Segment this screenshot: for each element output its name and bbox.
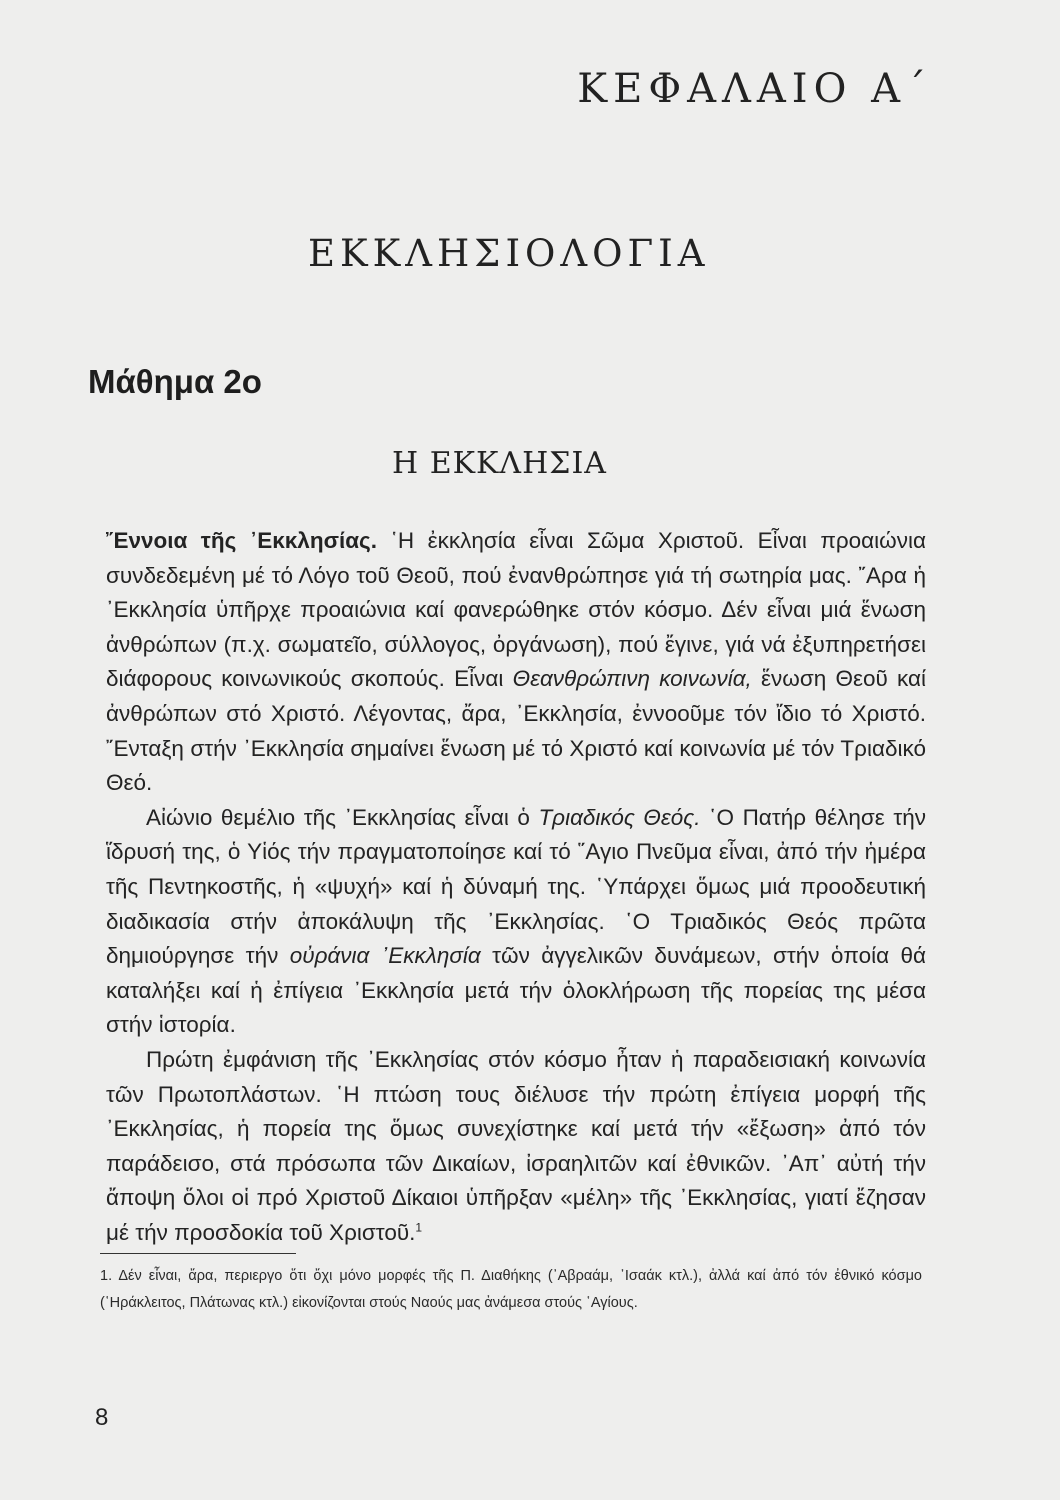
footnote-separator (100, 1253, 296, 1254)
footnote: 1. Δέν εἶναι, ἄρα, περιεργο ὅτι ὄχι μόνο μορφές τῆς Π. Διαθήκης (᾿Αβραάμ, ᾿Ισαάκ κτλ.), ἀλλά καί ἀπό τόν ἐθνικό κόσμο (῾Ηράκλειτος, Πλάτωνας κτλ.) εἰκονίζονται στούς Ναούς μας ἀνάμεσα στούς ῾Αγίους. (100, 1268, 922, 1311)
text-segment: τῶν ἀγγελικῶν δυνάμεων, στήν ὁποία θά καταλήξει καί ἡ ἐπίγεια ᾿Εκκλησία μετά τήν ὁλοκλήρωση τῆς πορείας της μέσα στήν ἱστορία. (106, 943, 926, 1038)
text-segment: ἕνωση Θεοῦ καί ἀνθρώπων στό Χριστό. Λέγοντας, ἄρα, ᾿Εκκλησία, ἐννοοῦμε τόν ἴδιο τό Χριστό. ῎Ενταξη στήν ᾿Εκκλησία σημαίνει ἕνωση μέ τό Χριστό καί κοινωνία μέ τόν Τριαδικό Θεό. (106, 666, 927, 796)
paragraph-3 (106, 1043, 926, 1251)
italic-term: Τριαδικός Θεός. (538, 804, 701, 830)
text-segment: ῾Ο Πατήρ θέλησε τήν ἵδρυσή της, ὁ Υἱός τήν πραγματοποίησε καί τό ῞Αγιο Πνεῦμα εἶναι, ἀπό τήν ἡμέρα τῆς Πεντηκοστῆς, ἡ «ψυχή» καί ἡ δύναμή της. ῾Υπάρχει ὅμως μιά προοδευτική διαδικασία στήν ἀποκάλυψη τῆς ᾿Εκκλησίας. ῾Ο Τριαδικός Θεός πρῶτα δημιούργησε τήν (106, 804, 926, 969)
paragraph-2 (106, 801, 926, 1043)
heading: Η ΕΚΚΛΗΣΙΑ (392, 446, 607, 481)
section-title: ΕΚΚΛΗΣΙΟΛΟΓΙΑ (308, 232, 710, 275)
page-number: 8 (95, 1404, 109, 1431)
text-segment: Πρώτη ἐμφάνιση τῆς ᾿Εκκλησίας στόν κόσμο ἦταν ἡ παραδεισιακή κοινωνία τῶν Πρωτοπλάστων. ῾Η πτώση τους διέλυσε τήν πρώτη ἐπίγεια μορφή τῆς ᾿Εκκλησίας, ἡ πορεία της ὅμως συνεχίστηκε καί μετά τήν «ἔξωση» ἀπό τόν παράδεισο, στά πρόσωπα τῶν Δικαίων, ἰσραηλιτῶν καί ἐθνικῶν. ᾿Απ᾿ αὐτή τήν ἄποψη ὅλοι οἱ πρό Χριστοῦ Δίκαιοι ὑπῆρξαν «μέλη» τῆς ᾿Εκκλησίας, γιατί ἔζησαν μέ τήν προσδοκία τοῦ Χριστοῦ. (106, 1046, 926, 1245)
paragraph-1 (106, 524, 926, 801)
text-segment: ῾Η ἐκκλησία εἶναι Σῶμα Χριστοῦ. Εἶναι προαιώνια συνδεδεμένη μέ τό Λόγο τοῦ Θεοῦ, πού ἐνανθρώπησε γιά τή σωτηρία μας. ῎Αρα ἡ ᾿Εκκλησία ὑπῆρχε προαιώνια καί φανερώθηκε στόν κόσμο. Δέν εἶναι μιά ἕνωση ἀνθρώπων (π.χ. σωματεῖο, σύλλογος, ὀργάνωση), πού ἔγινε, γιά νά ἐξυπηρετήσει διάφορους κοινωνικούς σκοπούς. Εἶναι (106, 528, 926, 692)
body-text (106, 524, 926, 1250)
lesson-title: Μάθημα 2ο (88, 363, 262, 400)
footnote-reference[interactable]: 1 (415, 1220, 423, 1235)
italic-term: Θεανθρώπινη κοινωνία, (512, 666, 752, 692)
lead-term: ῎Εννοια τῆς ᾿Εκκλησίας. (106, 528, 377, 553)
italic-term: οὐράνια ᾿Εκκλησία (289, 943, 481, 969)
chapter-title: ΚΕΦΑΛΑΙΟ Α΄ (577, 66, 932, 112)
text-segment: Αἰώνιο θεμέλιο τῆς ᾿Εκκλησίας εἶναι ὁ (146, 804, 539, 830)
